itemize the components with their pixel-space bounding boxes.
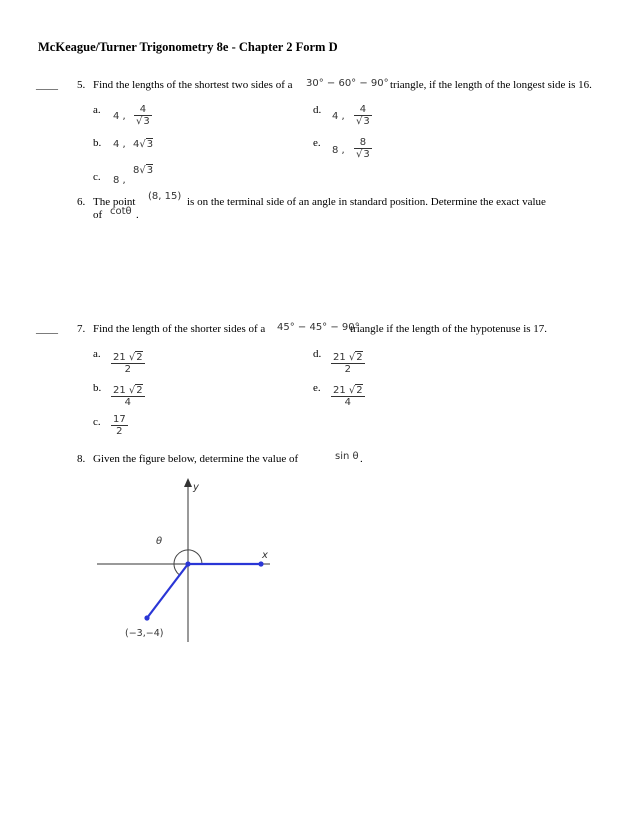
q7-option-e-label: e. xyxy=(313,382,321,394)
fraction-denominator: 2 xyxy=(111,425,128,437)
q5-option-b-label: b. xyxy=(93,137,102,149)
question-number-6: 6. xyxy=(77,196,86,208)
fraction-numerator: 17 xyxy=(113,414,126,425)
fraction-numerator: 21 √2 xyxy=(113,352,143,363)
radical-coefficient: 8 xyxy=(133,165,140,176)
radicand: 3 xyxy=(146,139,154,150)
x-axis-point xyxy=(258,561,263,566)
fraction-numerator: 4 xyxy=(359,104,367,115)
radicand: 2 xyxy=(356,385,363,396)
radicand: 2 xyxy=(136,352,143,363)
q7-option-d-label: d. xyxy=(313,348,322,360)
question-number-8: 8. xyxy=(77,453,86,465)
question-6-text-start: The point xyxy=(93,196,136,208)
q5-option-b-lead: 4 , xyxy=(113,139,126,150)
radical-coefficient: 21 xyxy=(113,385,126,396)
terminal-side-ray xyxy=(147,564,188,618)
fraction-numerator: 21 √2 xyxy=(333,385,363,396)
question-6-line2-start: of xyxy=(93,209,103,221)
q5-option-c-label: c. xyxy=(93,171,101,183)
radicand: 2 xyxy=(136,385,143,396)
q7-option-b-fraction xyxy=(111,385,145,408)
q5-option-a-fraction xyxy=(134,104,152,127)
fraction-numerator: 4 xyxy=(139,104,147,115)
q5-option-e-fraction xyxy=(354,137,372,160)
q5-option-b-radical: 4√3 xyxy=(133,139,154,150)
radical-coefficient: 21 xyxy=(333,385,346,396)
question-number-5: 5. xyxy=(77,79,86,91)
question-8-function: sin θ xyxy=(335,451,359,462)
question-5-text-start: Find the lengths of the shortest two sides of a xyxy=(93,79,293,91)
question-5-text-end: triangle, if the length of the longest side is 16. xyxy=(390,79,592,91)
fraction-denominator: 4 xyxy=(331,396,365,408)
question-6-text-end: is on the terminal side of an angle in standard position. Determine the exact value xyxy=(187,196,546,208)
question-8-text-end: . xyxy=(360,453,363,465)
answer-blank-q5[interactable]: ____ xyxy=(36,79,58,91)
q5-option-a-lead: 4 , xyxy=(113,111,126,122)
question-7-math: 45° − 45° − 90° xyxy=(277,322,360,333)
radicand: 3 xyxy=(146,165,154,176)
answer-blank-q7[interactable]: ____ xyxy=(36,323,58,335)
radicand: 3 xyxy=(363,149,370,160)
question-7-text-start: Find the length of the shorter sides of a xyxy=(93,323,266,335)
q5-option-e-label: e. xyxy=(313,137,321,149)
q5-option-a-label: a. xyxy=(93,104,101,116)
terminal-point-label: (−3,−4) xyxy=(125,628,164,639)
fraction-denominator: 4 xyxy=(111,396,145,408)
q5-option-e-lead: 8 , xyxy=(332,145,345,156)
q7-option-d-fraction xyxy=(331,352,365,375)
q7-option-c-label: c. xyxy=(93,416,101,428)
fraction-denominator: √3 xyxy=(356,149,370,160)
fraction-denominator: √3 xyxy=(356,116,370,127)
q5-option-d-lead: 4 , xyxy=(332,111,345,122)
coordinate-figure xyxy=(95,472,285,652)
q7-option-a-label: a. xyxy=(93,348,101,360)
radicand: 2 xyxy=(356,352,363,363)
radical-coefficient: 21 xyxy=(333,352,346,363)
radical-coefficient: 4 xyxy=(133,139,140,150)
q5-option-d-label: d. xyxy=(313,104,322,116)
question-5-math: 30° − 60° − 90° xyxy=(306,78,389,89)
q5-option-c-lead: 8 , xyxy=(113,175,126,186)
question-6-line2-end: . xyxy=(136,209,139,221)
radical-coefficient: 21 xyxy=(113,352,126,363)
origin-point xyxy=(185,561,190,566)
radicand: 3 xyxy=(363,116,370,127)
terminal-point xyxy=(144,615,149,620)
q7-option-c-fraction xyxy=(111,414,128,437)
fraction-denominator: 2 xyxy=(111,363,145,375)
fraction-denominator: √3 xyxy=(136,116,150,127)
page-title: McKeague/Turner Trigonometry 8e - Chapter 2 Form D xyxy=(38,40,338,54)
q7-option-b-label: b. xyxy=(93,382,102,394)
question-number-7: 7. xyxy=(77,323,86,335)
question-6-function: cotθ xyxy=(110,206,132,217)
question-8-text-start: Given the figure below, determine the value of xyxy=(93,453,299,465)
theta-label: θ xyxy=(156,536,163,547)
question-6-point: (8, 15) xyxy=(148,191,182,202)
x-axis-label: x xyxy=(262,550,268,561)
fraction-numerator: 21 √2 xyxy=(333,352,363,363)
y-axis-arrowhead xyxy=(184,478,192,487)
y-axis-label: y xyxy=(193,482,199,493)
q5-option-d-fraction xyxy=(354,104,372,127)
fraction-numerator: 21 √2 xyxy=(113,385,143,396)
q7-option-a-fraction xyxy=(111,352,145,375)
radicand: 3 xyxy=(143,116,150,127)
q5-option-c-radical: 8√3 xyxy=(133,165,154,176)
question-7-text-end: triangle if the length of the hypotenuse is 17. xyxy=(350,323,548,335)
q7-option-e-fraction xyxy=(331,385,365,408)
fraction-denominator: 2 xyxy=(331,363,365,375)
fraction-numerator: 8 xyxy=(359,137,367,148)
